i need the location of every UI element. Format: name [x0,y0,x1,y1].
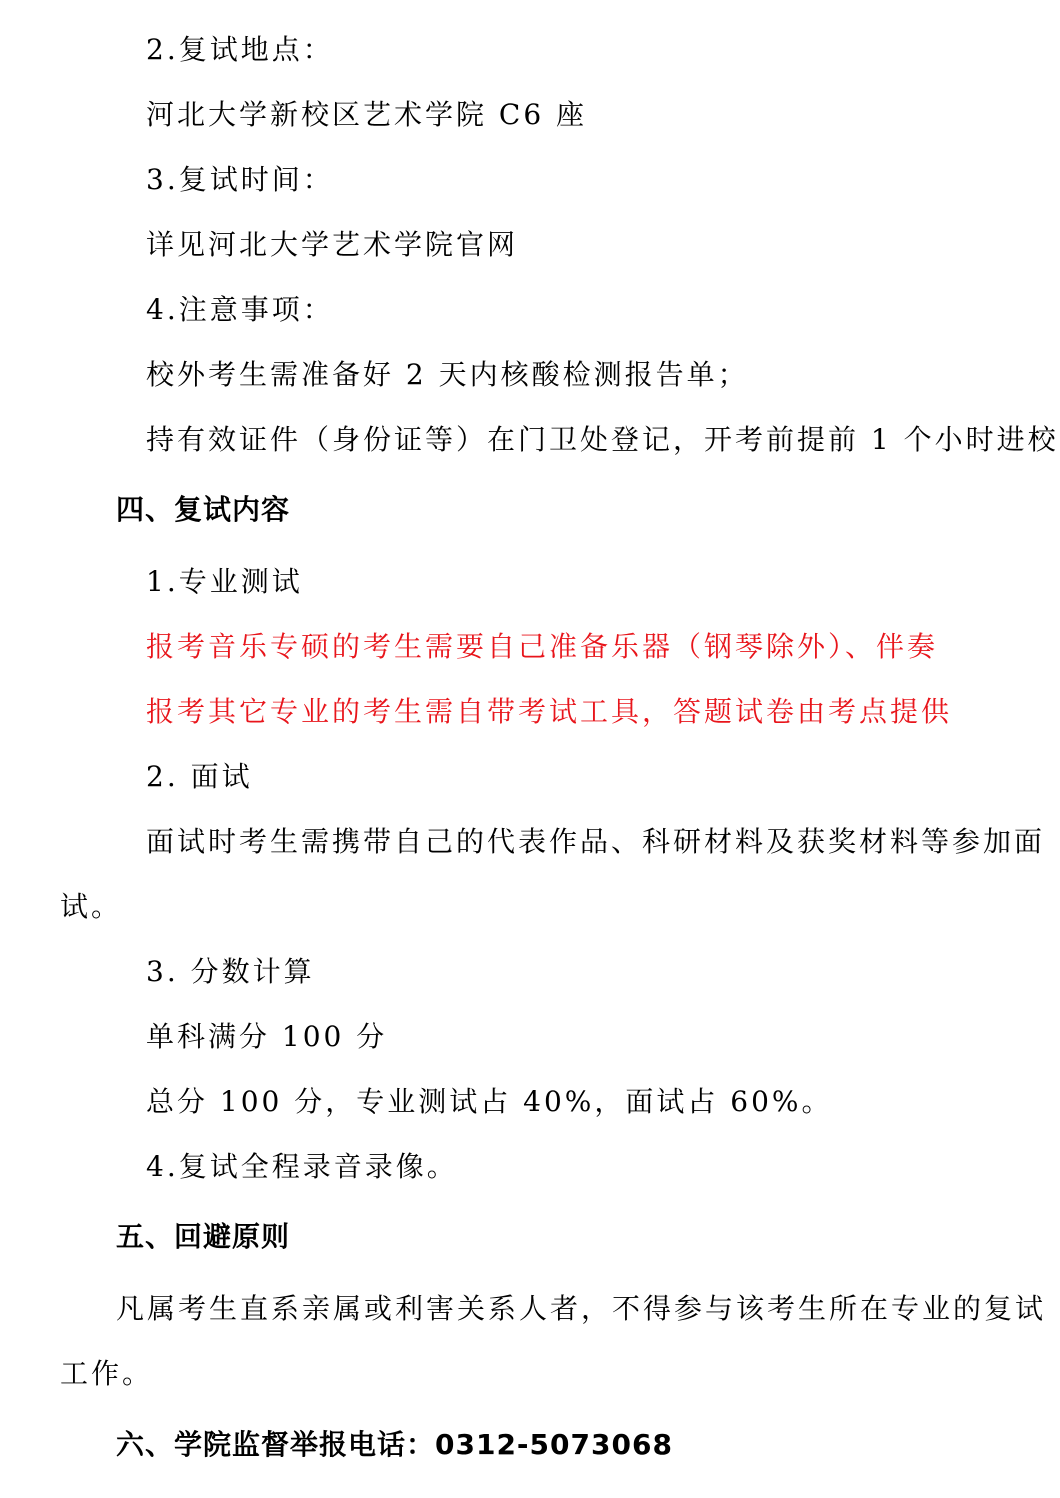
time-value: 详见河北大学艺术学院官网 [146,228,519,261]
section-4-title: 四、复试内容 [116,493,291,526]
scoring-line-1: 单科满分 100 分 [146,1020,388,1053]
time-label: 3.复试时间： [146,163,334,196]
section-6-title: 六、学院监督举报电话：0312-5073068 [116,1428,673,1461]
interview-label: 2. 面试 [146,760,253,793]
other-majors-requirement-note: 报考其它专业的考生需自带考试工具，答题试卷由考点提供 [146,695,953,728]
avoidance-text-line-2: 工作。 [60,1357,154,1390]
interview-text-line-2: 试。 [60,890,123,923]
avoidance-text-line-1: 凡属考生直系亲属或利害关系人者，不得参与该考生所在专业的复试 [116,1292,1047,1325]
recording-note: 4.复试全程录音录像。 [146,1150,458,1183]
venue-label: 2.复试地点： [146,33,334,66]
notes-label: 4.注意事项： [146,293,334,326]
music-requirement-note: 报考音乐专硕的考生需要自己准备乐器（钢琴除外）、伴奏 [146,630,939,663]
venue-value: 河北大学新校区艺术学院 C6 座 [146,98,588,131]
notes-item-1: 校外考生需准备好 2 天内核酸检测报告单； [146,358,749,391]
section-5-title: 五、回避原则 [116,1220,291,1253]
professional-test-label: 1.专业测试 [146,565,303,598]
interview-text-line-1: 面试时考生需携带自己的代表作品、科研材料及获奖材料等参加面 [146,825,1046,858]
scoring-line-2: 总分 100 分，专业测试占 40%，面试占 60%。 [146,1085,833,1118]
notes-item-2: 持有效证件（身份证等）在门卫处登记，开考前提前 1 个小时进校 [146,423,1059,456]
scoring-label: 3. 分数计算 [146,955,315,988]
